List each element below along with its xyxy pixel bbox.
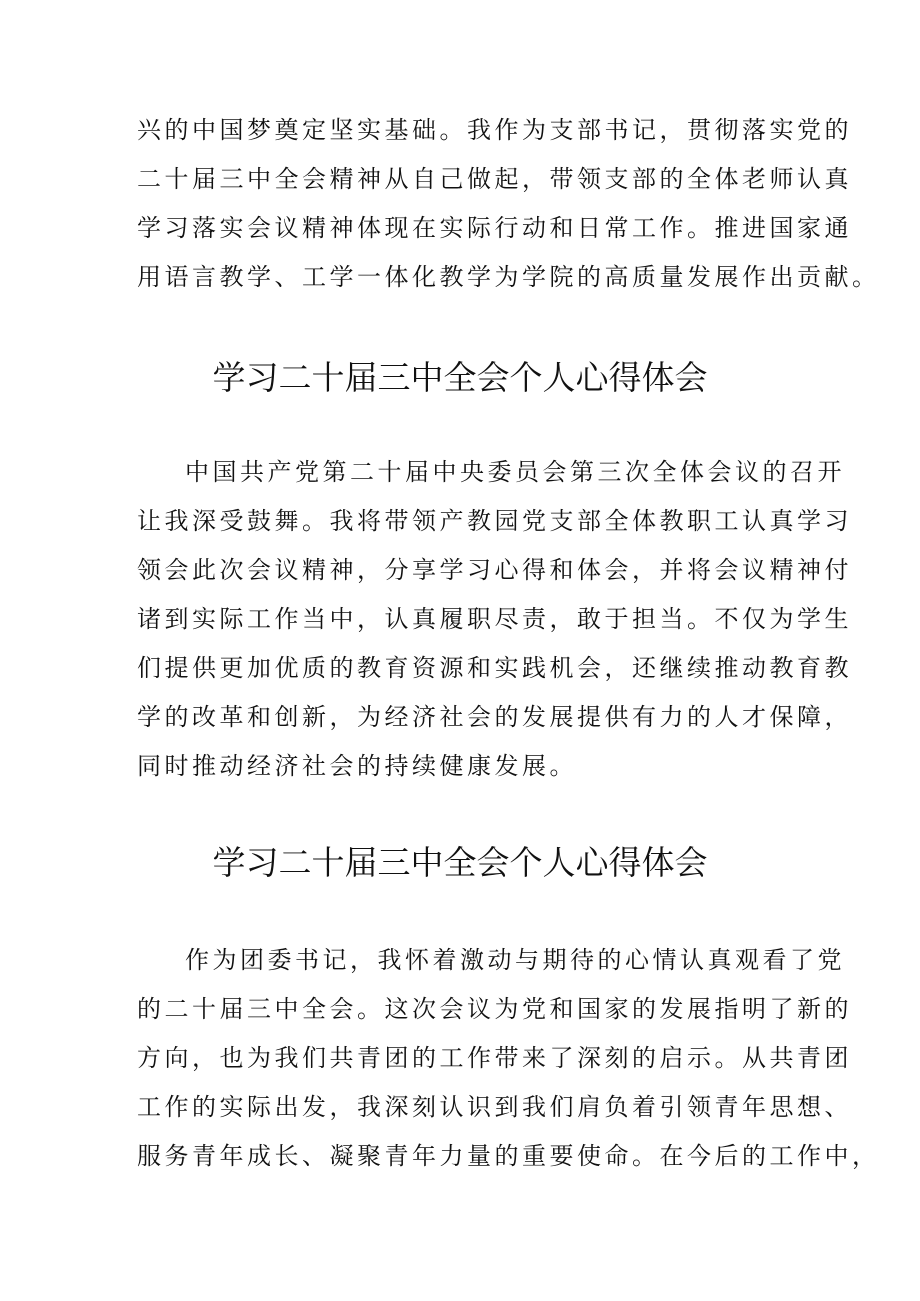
text-line: 学的改革和创新，为经济社会的发展提供有力的人才保障， bbox=[137, 703, 852, 731]
section-title: 学习二十届三中全会个人心得体会 bbox=[212, 843, 708, 882]
text-line: 二十届三中全会精神从自己做起，带领支部的全体老师认真 bbox=[137, 165, 852, 193]
text-line: 让我深受鼓舞。我将带领产教园党支部全体教职工认真学习 bbox=[137, 507, 852, 535]
text-line: 方向，也为我们共青团的工作带来了深刻的启示。从共青团 bbox=[137, 1044, 852, 1072]
text-line: 中国共产党第二十届中央委员会第三次全体会议的召开 bbox=[185, 458, 845, 486]
text-line: 用语言教学、工学一体化教学为学院的高质量发展作出贡献。 bbox=[137, 263, 880, 291]
text-line: 们提供更加优质的教育资源和实践机会，还继续推动教育教 bbox=[137, 654, 852, 682]
text-line: 兴的中国梦奠定坚实基础。我作为支部书记，贯彻落实党的 bbox=[137, 116, 852, 144]
text-line: 诸到实际工作当中，认真履职尽责，敢于担当。不仅为学生 bbox=[137, 605, 852, 633]
text-line: 学习落实会议精神体现在实际行动和日常工作。推进国家通 bbox=[137, 214, 852, 242]
text-line: 领会此次会议精神，分享学习心得和体会，并将会议精神付 bbox=[137, 556, 852, 584]
text-line: 工作的实际出发，我深刻认识到我们肩负着引领青年思想、 bbox=[137, 1093, 852, 1121]
text-line: 作为团委书记，我怀着激动与期待的心情认真观看了党 bbox=[185, 946, 845, 974]
text-line: 的二十届三中全会。这次会议为党和国家的发展指明了新的 bbox=[137, 995, 852, 1023]
text-line: 服务青年成长、凝聚青年力量的重要使命。在今后的工作中， bbox=[137, 1142, 880, 1170]
text-line: 同时推动经济社会的持续健康发展。 bbox=[137, 752, 577, 780]
section-title: 学习二十届三中全会个人心得体会 bbox=[212, 358, 708, 397]
